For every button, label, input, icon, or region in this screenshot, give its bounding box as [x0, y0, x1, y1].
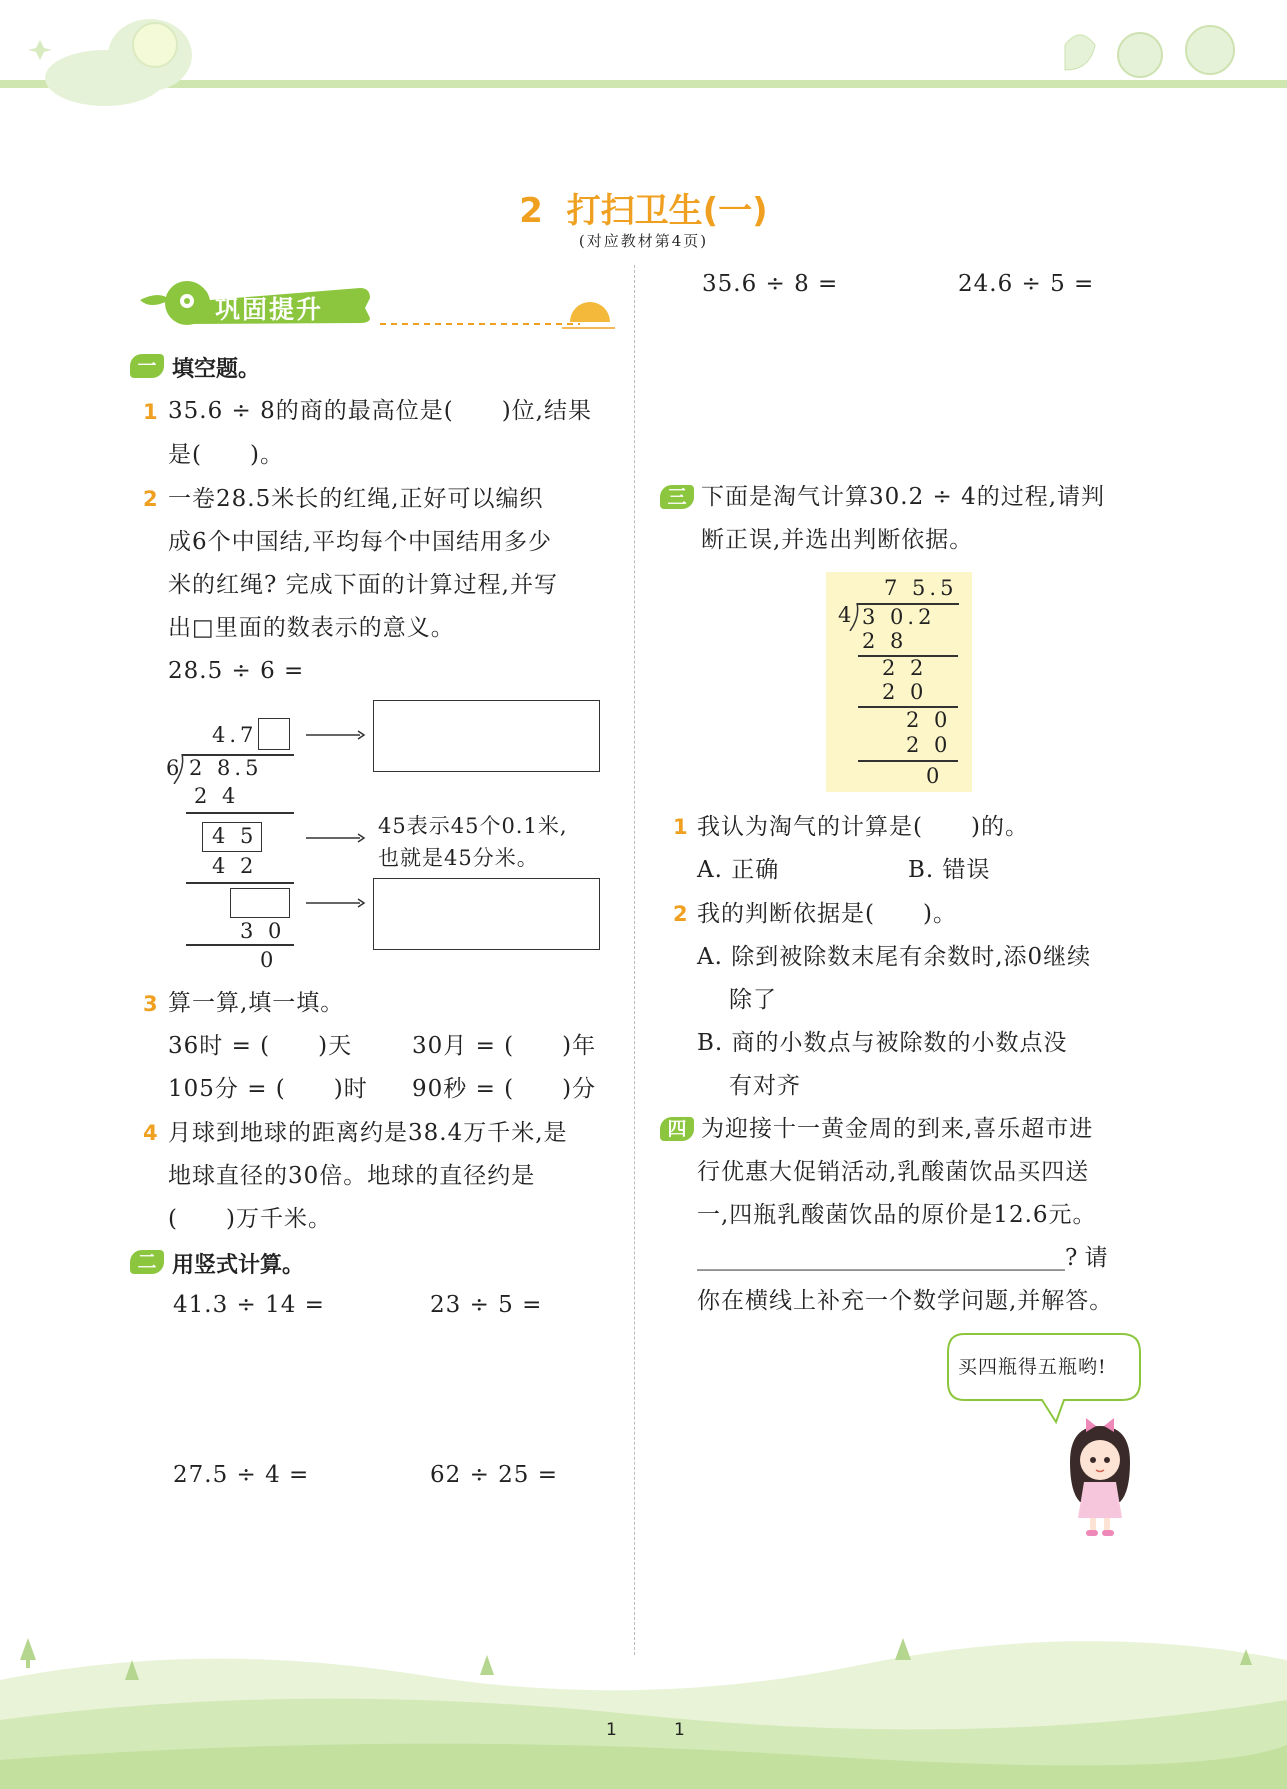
question-text: 米的红绳? 完成下面的计算过程,并写	[168, 572, 558, 598]
division-expression: 28.5 ÷ 6 =	[168, 658, 305, 684]
division-divisor: 4	[838, 603, 856, 627]
question-number: 3	[143, 992, 158, 1016]
question-text: 成6个中国结,平均每个中国结用多少	[168, 529, 552, 555]
option-a[interactable]: A. 除到被除数末尾有余数时,添0继续	[697, 944, 1092, 970]
division-step: 2 4	[194, 784, 240, 808]
section-title-fill-blank: 填空题。	[172, 357, 261, 382]
question-text: 你在横线上补充一个数学问题,并解答。	[697, 1288, 1114, 1314]
banner-decoration	[130, 268, 620, 338]
question-text: 为迎接十一黄金周的到来,喜乐超市进	[701, 1116, 1094, 1142]
option-b[interactable]: B. 错误	[908, 857, 991, 883]
arrow-icon	[306, 896, 366, 910]
question-number: 2	[143, 487, 158, 511]
section-badge-3: 三	[660, 485, 694, 509]
header-decoration	[0, 0, 1287, 120]
answer-box[interactable]	[230, 888, 290, 918]
division-step: 3 0	[240, 919, 286, 943]
division-quotient: 4.7	[212, 723, 258, 747]
question-text: 行优惠大促销活动,乳酸菌饮品买四送	[697, 1159, 1090, 1185]
division-step: 2 0	[906, 708, 952, 732]
page-subtitle: (对应教材第4页)	[578, 232, 709, 250]
division-step: 4 5	[212, 824, 258, 848]
division-dividend: 2 8.5	[189, 756, 263, 780]
option-a[interactable]: A. 正确	[697, 857, 780, 883]
section-badge-2: 二	[130, 1250, 164, 1274]
division-line	[186, 812, 294, 814]
division-step: 2 2	[882, 656, 928, 680]
question-text: 断正误,并选出判断依据。	[701, 527, 974, 553]
calc-problem: 27.5 ÷ 4 =	[173, 1462, 310, 1488]
question-text: 出□里面的数表示的意义。	[168, 615, 455, 641]
answer-box[interactable]	[258, 718, 290, 750]
question-number: 2	[673, 902, 688, 926]
division-quotient: 7 5.5	[884, 576, 958, 600]
banner-label: 巩固提升	[215, 295, 324, 324]
question-text: 我认为淘气的计算是( )的。	[697, 814, 1029, 840]
division-step: 2 0	[882, 680, 928, 704]
question-number: 4	[143, 1121, 158, 1145]
question-number: 1	[143, 400, 158, 424]
question-text: 我的判断依据是( )。	[697, 901, 957, 927]
division-line	[186, 944, 294, 946]
question-text: 是( )。	[168, 442, 284, 468]
calc-problem: 41.3 ÷ 14 =	[173, 1292, 325, 1318]
meaning-note: 45表示45个0.1米,	[378, 814, 568, 838]
question-text: 一,四瓶乳酸菌饮品的原价是12.6元。	[697, 1202, 1097, 1228]
meaning-answer-box[interactable]	[373, 878, 600, 950]
conversion-item: 105分 = ( )时	[168, 1076, 368, 1102]
column-divider	[634, 265, 635, 1655]
division-step: 2 8	[862, 629, 908, 653]
section-title-vertical-calc: 用竖式计算。	[172, 1253, 305, 1278]
arrow-icon	[306, 728, 366, 742]
question-blank-line[interactable]: ________________________________? 请	[697, 1245, 1108, 1271]
speech-bubble-text: 买四瓶得五瓶哟!	[958, 1356, 1107, 1378]
calc-problem: 62 ÷ 25 =	[430, 1462, 559, 1488]
division-remainder: 0	[926, 764, 944, 788]
division-dividend: 3 0.2	[862, 605, 936, 629]
conversion-item: 90秒 = ( )分	[412, 1076, 597, 1102]
footer-hills	[0, 1620, 1287, 1789]
division-step: 2 0	[906, 733, 952, 757]
division-remainder: 0	[260, 948, 278, 972]
question-number: 1	[673, 815, 688, 839]
girl-illustration	[1060, 1416, 1140, 1540]
division-line	[858, 760, 958, 762]
page-number: 1	[674, 1720, 685, 1740]
division-divisor: 6	[166, 756, 184, 780]
question-text: 地球直径的30倍。地球的直径约是	[168, 1163, 536, 1189]
meaning-answer-box[interactable]	[373, 700, 600, 772]
question-text: 下面是淘气计算30.2 ÷ 4的过程,请判	[701, 484, 1106, 510]
calc-problem: 24.6 ÷ 5 =	[958, 271, 1095, 297]
meaning-note: 也就是45分米。	[378, 846, 539, 870]
speech-bubble	[944, 1330, 1144, 1430]
question-text: 一卷28.5米长的红绳,正好可以编织	[168, 486, 544, 512]
option-b-cont: 有对齐	[729, 1073, 801, 1099]
option-a-cont: 除了	[729, 987, 777, 1013]
page-title: 2 打扫卫生(一)	[519, 191, 768, 231]
arrow-icon	[306, 831, 366, 845]
conversion-item: 30月 = ( )年	[412, 1033, 597, 1059]
page-number: 1	[606, 1720, 617, 1740]
conversion-item: 36时 = ( )天	[168, 1033, 353, 1059]
division-step: 4 2	[212, 854, 258, 878]
option-b[interactable]: B. 商的小数点与被除数的小数点没	[697, 1030, 1068, 1056]
division-line	[186, 882, 294, 884]
question-text: 月球到地球的距离约是38.4万千米,是	[168, 1120, 568, 1146]
question-text: ( )万千米。	[168, 1206, 332, 1232]
calc-problem: 23 ÷ 5 =	[430, 1292, 543, 1318]
question-text: 算一算,填一填。	[168, 990, 345, 1016]
section-badge-1: 一	[130, 354, 164, 378]
question-text: 35.6 ÷ 8的商的最高位是( )位,结果	[168, 398, 592, 424]
calc-problem: 35.6 ÷ 8 =	[702, 271, 839, 297]
section-badge-4: 四	[660, 1117, 694, 1141]
